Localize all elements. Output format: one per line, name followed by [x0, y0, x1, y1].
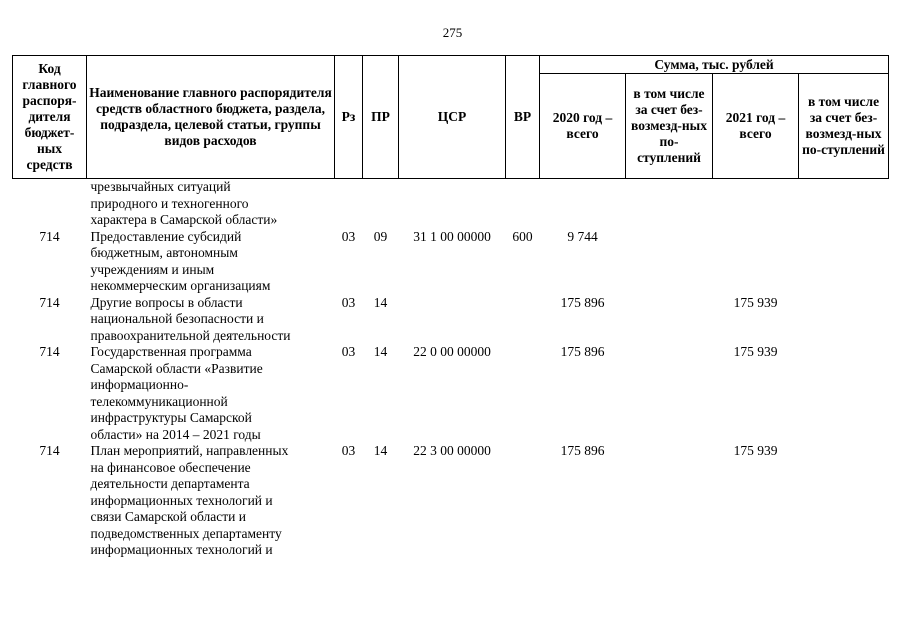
row-rz	[335, 179, 363, 229]
row-name-line: информационных технологий и	[90, 542, 273, 557]
row-name-line: Другие вопросы в области	[90, 294, 243, 310]
table-body	[13, 179, 889, 559]
row-vr	[506, 344, 540, 443]
row-csr: 22 0 00 00000	[413, 344, 491, 359]
row-name-line: инфраструктуры Самарской	[90, 410, 252, 425]
row-sum-2021	[713, 179, 799, 229]
row-csr: 22 3 00 00000	[413, 443, 491, 458]
row-code: 714	[39, 294, 60, 310]
table-row	[13, 179, 889, 229]
row-sum-2020: 175 896	[560, 443, 605, 458]
row-name-line: Самарской области «Развитие	[90, 360, 263, 376]
row-name-line: Предоставление субсидий	[90, 228, 242, 244]
row-rz: 03	[341, 228, 356, 244]
header-csr: ЦСР	[399, 56, 506, 179]
row-vr	[506, 179, 540, 229]
row-name	[87, 229, 335, 295]
header-rz: Рз	[335, 56, 363, 179]
header-2020-free: в том числе за счет без-возмезд-ных по-ступлений	[626, 74, 713, 179]
row-name-line: деятельности департамента	[90, 476, 250, 491]
row-name-line: бюджетным, автономным	[90, 245, 238, 260]
table-row	[13, 295, 889, 345]
header-2021-total: 2021 год – всего	[713, 74, 799, 179]
row-sum-2020: 175 896	[560, 344, 605, 359]
row-sum-2020-free	[626, 179, 713, 229]
row-sum-2021-free	[799, 229, 889, 295]
row-pr: 14	[373, 344, 388, 359]
header-code: Код главного распоря-дителя бюджет-ных средств	[13, 56, 87, 179]
row-code	[13, 179, 87, 229]
row-name-line: национальной безопасности и	[90, 311, 264, 326]
row-name-line: области» на 2014 – 2021 годы	[90, 426, 261, 442]
row-name-line: учреждениям и иным	[90, 261, 215, 277]
row-name-line: информационных технологий и	[90, 492, 273, 508]
header-2020-total: 2020 год – всего	[540, 74, 626, 179]
row-sum-2020-free	[626, 229, 713, 295]
header-sum-group: Сумма, тыс. рублей	[540, 56, 889, 74]
row-sum-2021: 175 939	[733, 443, 778, 458]
header-name: Наименование главного распорядителя средств областного бюджета, раздела, подраздела, целевой статьи, группы видов расходов	[87, 56, 335, 179]
row-name-line: правоохранительной деятельности	[90, 327, 291, 343]
row-sum-2021-free	[799, 443, 889, 559]
row-sum-2021: 175 939	[733, 294, 778, 310]
page-number: 275	[442, 25, 463, 40]
row-sum-2020-free	[626, 344, 713, 443]
row-sum-2021: 175 939	[733, 344, 778, 359]
row-pr: 14	[373, 294, 388, 310]
row-vr	[506, 443, 540, 559]
row-sum-2021-free	[799, 344, 889, 443]
table-row	[13, 229, 889, 295]
row-name-line: чрезвычайных ситуаций	[90, 179, 231, 194]
row-csr	[399, 295, 506, 345]
row-code: 714	[39, 443, 60, 458]
row-name-line: План мероприятий, направленных	[90, 443, 289, 458]
row-pr	[363, 179, 399, 229]
row-sum-2020-free	[626, 443, 713, 559]
row-name-line: связи Самарской области и	[90, 509, 246, 524]
row-name-line: некоммерческим организациям	[90, 278, 271, 293]
row-sum-2020	[540, 179, 626, 229]
row-sum-2021	[713, 229, 799, 295]
row-name-line: подведомственных департаменту	[90, 525, 282, 541]
row-rz: 03	[341, 294, 356, 310]
table-header	[13, 56, 889, 179]
table-row	[13, 443, 889, 559]
row-name	[87, 295, 335, 345]
row-name-line: информационно-	[90, 377, 189, 392]
header-vr: ВР	[506, 56, 540, 179]
row-name-line: телекоммуникационной	[90, 393, 228, 409]
row-code: 714	[39, 228, 60, 244]
row-sum-2021-free	[799, 179, 889, 229]
row-csr	[399, 179, 506, 229]
row-rz: 03	[341, 344, 356, 359]
row-name	[87, 344, 335, 443]
row-name	[87, 443, 335, 559]
row-csr: 31 1 00 00000	[413, 228, 491, 244]
row-sum-2020-free	[626, 295, 713, 345]
row-vr	[506, 295, 540, 345]
row-sum-2020: 175 896	[560, 294, 605, 310]
header-pr: ПР	[363, 56, 399, 179]
row-pr: 09	[373, 228, 388, 244]
row-rz: 03	[341, 443, 356, 458]
row-name-line: на финансовое обеспечение	[90, 459, 251, 475]
table-row	[13, 344, 889, 443]
row-name-line: характера в Самарской области»	[90, 212, 278, 227]
budget-table	[12, 55, 889, 559]
row-pr: 14	[373, 443, 388, 458]
row-vr: 600	[512, 228, 533, 244]
row-name-line: природного и техногенного	[90, 195, 249, 211]
row-name-line: Государственная программа	[90, 344, 252, 359]
row-sum-2021-free	[799, 295, 889, 345]
row-sum-2020: 9 744	[567, 228, 598, 244]
header-2021-free: в том числе за счет без-возмезд-ных по-ступлений	[799, 74, 889, 179]
row-name	[87, 179, 335, 229]
row-code: 714	[39, 344, 60, 359]
